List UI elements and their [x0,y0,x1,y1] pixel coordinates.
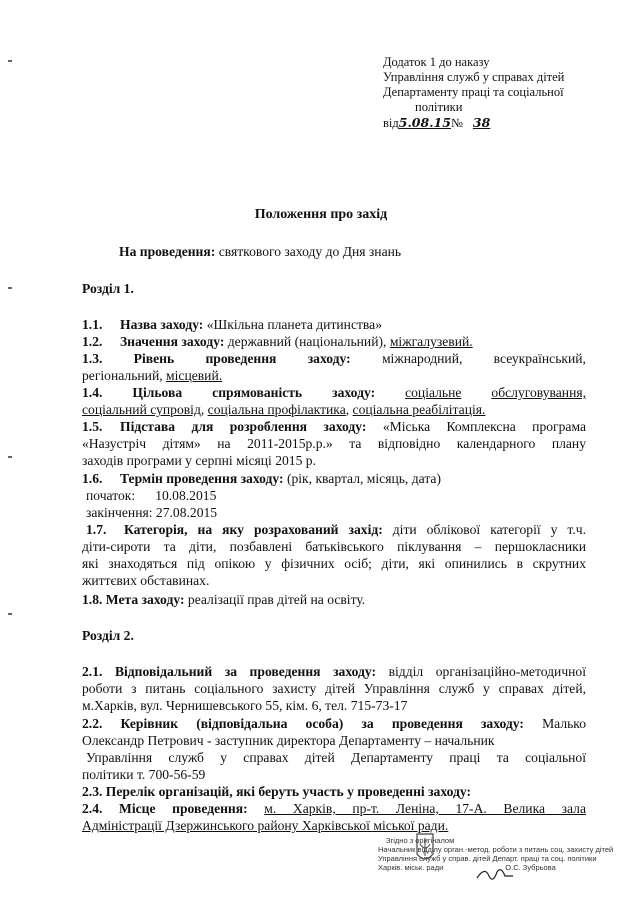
item-label: Керівник (відповідальна особа) за проведення заходу: [120,716,524,731]
item-text: державний (національний), [227,334,387,349]
item-number: 1.3. [82,351,103,366]
section-heading: Розділ 1. [82,281,134,296]
start-label: початок: [86,488,136,503]
section-heading: Розділ 2. [82,628,134,643]
item-1-6 [82,470,441,487]
item-text: регіональний, [82,368,163,383]
item-1-3 [82,350,586,367]
item-number: 2.3. [82,784,103,799]
item-2-2-line3: Управління служб у справах дітей Департаменту праці та соціальної [86,750,586,765]
item-text: діти облікової категорії у т.ч. [392,522,586,537]
item-2-3 [82,783,471,800]
purpose-line [119,243,401,260]
item-number: 2.4. [82,801,103,816]
appendix-header [383,55,633,131]
item-label: Термін проведення заходу: [120,471,284,486]
item-1-8 [82,591,365,608]
header-line: політики [415,100,463,114]
stamp-line: Управління служб у справ. дітей Департ. праці та соц. політики [378,854,597,863]
stamp-signatory: О.С. Зубрьова [505,863,556,872]
item-number: 1.1. [82,317,103,332]
handwritten-date: 5.08.15 [398,115,451,130]
item-number: 1.7. [86,522,107,537]
item-1-5 [82,418,586,435]
item-2-2 [82,715,586,732]
scan-mark [8,287,12,289]
item-number: 1.4. [82,385,103,400]
end-label: закінчення: [86,505,153,520]
item-2-1 [82,663,586,680]
scan-mark [8,456,12,458]
item-label: спрямованість [212,385,303,400]
item-label: Значення заходу: [120,334,225,349]
header-line: Департаменту праці та соціальної [383,85,564,99]
item-1-4-cont: соціальний супровід, соціальна профілактика, соціальна реабілітація. [82,402,486,417]
scan-mark [8,613,12,615]
purpose-label: На проведення: [119,244,216,259]
item-label: Місце проведення: [119,801,248,816]
number-prefix: № [450,116,463,130]
item-text-underlined: соціальний супровід [82,402,201,417]
item-1-2 [82,333,473,350]
item-2-2-line2: Олександр Петрович - заступник директора Департаменту – начальник [82,733,495,748]
item-text-underlined: обслуговування, [491,385,587,400]
item-label: Назва заходу: [120,317,204,332]
date-prefix: від [383,116,399,130]
purpose-text: святкового заходу до Дня знань [218,244,402,259]
item-text: всеукраїнський, [493,351,586,366]
item-label: Перелік організацій, які беруть участь у проведенні заходу: [105,784,472,799]
item-text: «Шкільна планета дитинства» [206,317,382,332]
item-label: заходу: [332,385,376,400]
item-text-underlined: м. Харків, пр-т. Леніна, 17-А. Велика зала [264,801,586,816]
item-text-underlined: соціальне [405,385,462,400]
item-2-1-line2: роботи з питань соціального захисту дітей Управління служб у справах дітей, [82,681,586,696]
item-label: проведення [205,351,277,366]
item-2-4-line2: Адміністрації Дзержинського району Харківської міської ради. [82,818,449,833]
item-2-1-line3: м.Харків, вул. Чернишевського 55, кім. 6, тел. 715-73-17 [82,698,408,713]
item-number: 1.5. [82,419,103,434]
order-date-line [383,115,633,131]
header-line: Управління служб у справах дітей [383,70,565,84]
item-text: «Міська Комплексна програма [382,419,586,434]
item-number: 1.2. [82,334,103,349]
item-1-3-cont [82,367,222,384]
item-1-7-line2: діти-сироти та діти, позбавлені батьківського піклування – першокласники [82,539,586,554]
start-date: 10.08.2015 [155,488,217,503]
end-date-line [86,504,217,521]
item-label: Відповідальний за проведення заходу: [114,664,377,679]
item-2-4 [82,800,586,817]
item-label: Категорія, на яку розрахований захід: [124,522,383,537]
item-1-7-line4: життєвих обставинах. [82,573,210,588]
item-text-underlined: соціальна профілактика [207,402,346,417]
item-number: 1.6. [82,471,103,486]
item-text: Малько [542,716,587,731]
stamp-text: Харків. міськ. ради [378,863,444,872]
scan-mark [8,60,12,62]
item-1-1 [82,316,382,333]
item-number: 1.8. [82,592,103,607]
item-number: 2.1. [82,664,103,679]
item-text-underlined: соціальна реабілітація. [352,402,486,417]
item-1-5-line3: заходів програми у серпні місяці 2015 р. [82,453,316,468]
item-label: Цільова [132,385,183,400]
end-date: 27.08.2015 [155,505,218,520]
handwritten-signature [475,864,515,884]
header-line: Додаток 1 до наказу [383,55,490,69]
item-label: Підстава для розроблення заходу: [120,419,367,434]
document-title: Положення про захід [254,207,388,222]
stamp-line: Згідно з оригіналом [386,836,455,845]
item-text-underlined: місцевий. [166,368,223,383]
stamp-line: Начальник відділу орган.-метод. роботи з питань соц. захисту дітей [378,845,614,854]
item-number: 2.2. [82,716,103,731]
handwritten-number: 38 [472,115,491,130]
item-2-2-line4: політики т. 700-56-59 [82,767,206,782]
item-label: Рівень [133,351,175,366]
item-1-7-line3: які знаходяться під опікою у фізичних осіб; діти, які опинились в скрутних [82,556,586,571]
item-label: Мета заходу: [105,592,185,607]
item-1-5-line2: «Назустріч дітям» на 2011-2015р.р.» та відповідно календарного плану [82,436,586,451]
item-text: міжнародний, [381,351,463,366]
item-text: реалізації прав дітей на освіту. [187,592,366,607]
item-text: (рік, квартал, місяць, дата) [286,471,441,486]
start-date-line [86,487,216,504]
item-1-4 [82,384,586,401]
item-text: відділ організаційно-методичної [388,664,587,679]
item-text-underlined: міжгалузевий. [389,334,473,349]
item-1-7 [86,521,586,538]
item-label: заходу: [307,351,351,366]
